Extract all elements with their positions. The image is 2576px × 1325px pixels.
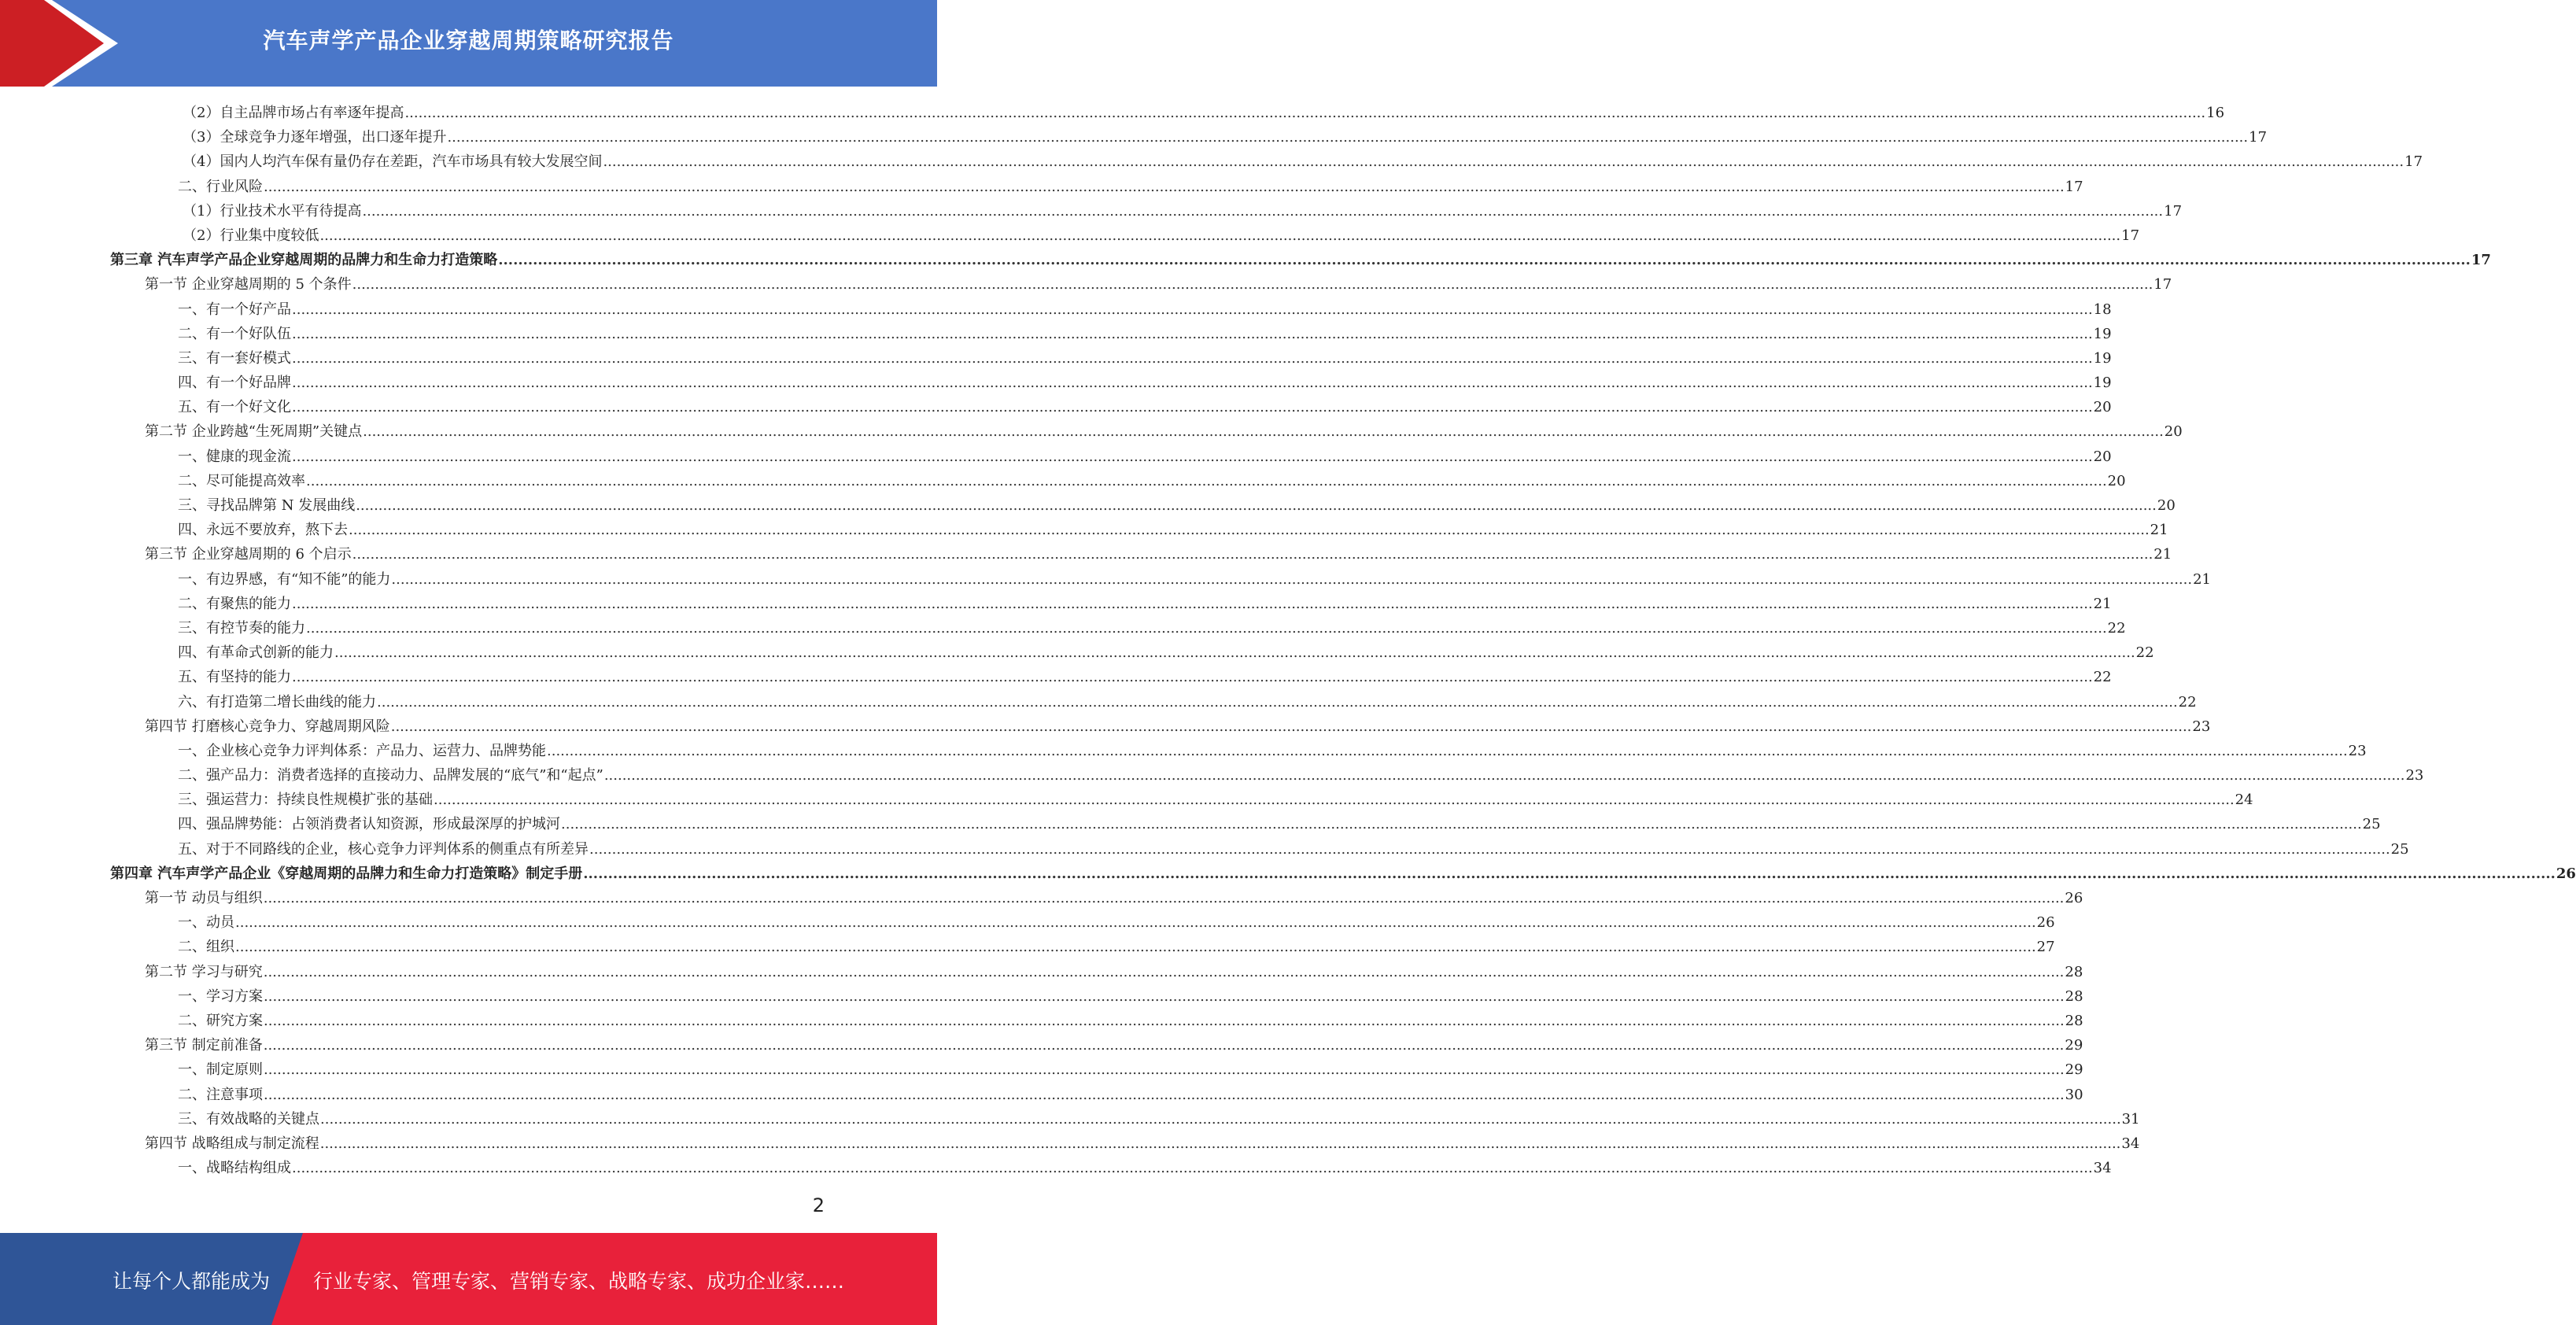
toc-page-number: 17 — [2249, 129, 2268, 146]
toc-page-number: 19 — [2093, 325, 2112, 342]
toc-entry-title: 一、健康的现金流 — [178, 448, 291, 465]
toc-page-number: 17 — [2164, 202, 2183, 220]
toc-page-number: 30 — [2065, 1086, 2083, 1103]
toc-dot-leader: ................................................................................................................................................................................................................................................................................................................................................................................................................ — [363, 423, 2164, 441]
footer-slogan-right: 行业专家、管理专家、营销专家、战略专家、成功企业家…… — [313, 1270, 845, 1293]
toc-item-entry[interactable] — [110, 395, 2112, 419]
toc-entry-title: 第四节 战略组成与制定流程 — [145, 1135, 319, 1152]
toc-entry-title: （1）行业技术水平有待提高 — [183, 202, 362, 220]
toc-item-entry[interactable] — [110, 223, 2140, 248]
toc-dot-leader: ................................................................................................................................................................................................................................................................................................................................................................................................................ — [292, 325, 2093, 342]
toc-page-number: 25 — [2362, 816, 2381, 833]
report-title: 汽车声学产品企业穿越周期策略研究报告 — [263, 28, 674, 54]
toc-item-entry[interactable] — [110, 984, 2083, 1009]
toc-item-entry[interactable] — [110, 837, 2409, 862]
toc-page-number: 20 — [2164, 423, 2183, 441]
toc-page-number: 18 — [2093, 301, 2112, 318]
toc-dot-leader: ................................................................................................................................................................................................................................................................................................................................................................................................................ — [292, 595, 2093, 612]
toc-entry-title: 第一节 企业穿越周期的 5 个条件 — [145, 276, 352, 293]
toc-page-number: 22 — [2107, 619, 2126, 637]
toc-entry-title: 二、尽可能提高效率 — [178, 472, 305, 489]
toc-section-entry[interactable] — [110, 272, 2172, 297]
toc-dot-leader: ................................................................................................................................................................................................................................................................................................................................................................................................................ — [235, 939, 2036, 956]
toc-dot-leader: ................................................................................................................................................................................................................................................................................................................................................................................................................ — [292, 669, 2093, 686]
toc-item-entry[interactable] — [110, 149, 2423, 174]
toc-item-entry[interactable] — [110, 322, 2112, 346]
toc-item-entry[interactable] — [110, 690, 2197, 714]
toc-dot-leader: ................................................................................................................................................................................................................................................................................................................................................................................................................ — [319, 227, 2121, 244]
toc-entry-title: 第一节 动员与组织 — [145, 890, 263, 906]
toc-dot-leader: ................................................................................................................................................................................................................................................................................................................................................................................................................ — [264, 1012, 2065, 1029]
toc-item-entry[interactable] — [110, 371, 2112, 395]
toc-entry-title: 一、战略结构组成 — [178, 1160, 291, 1177]
toc-item-entry[interactable] — [110, 616, 2126, 640]
toc-entry-title: 一、动员 — [178, 914, 234, 932]
toc-entry-title: 五、对于不同路线的企业，核心竞争力评判体系的侧重点有所差异 — [178, 840, 589, 858]
toc-section-entry[interactable] — [110, 1131, 2140, 1156]
toc-page-number: 20 — [2107, 472, 2126, 489]
toc-item-entry[interactable] — [110, 935, 2055, 959]
toc-dot-leader: ................................................................................................................................................................................................................................................................................................................................................................................................................ — [306, 472, 2107, 489]
toc-entry-title: 一、企业核心竞争力评判体系：产品力、运营力、品牌势能 — [178, 742, 546, 759]
toc-page-number: 21 — [2150, 522, 2168, 539]
toc-entry-title: 二、研究方案 — [178, 1012, 263, 1029]
toc-dot-leader: ................................................................................................................................................................................................................................................................................................................................................................................................................ — [447, 129, 2249, 146]
toc-entry-title: 二、有聚焦的能力 — [178, 595, 291, 612]
toc-item-entry[interactable] — [110, 1009, 2083, 1033]
toc-dot-leader: ................................................................................................................................................................................................................................................................................................................................................................................................................ — [356, 497, 2157, 514]
toc-item-entry[interactable] — [110, 567, 2211, 592]
toc-dot-leader: ................................................................................................................................................................................................................................................................................................................................................................................................................ — [306, 619, 2107, 637]
page-number: 2 — [812, 1194, 825, 1216]
toc-item-entry[interactable] — [110, 101, 2225, 125]
toc-page-number: 19 — [2093, 349, 2112, 367]
toc-section-entry[interactable] — [110, 1033, 2083, 1057]
toc-section-entry[interactable] — [110, 960, 2083, 984]
toc-dot-leader: ................................................................................................................................................................................................................................................................................................................................................................................................................ — [547, 742, 2348, 759]
toc-entry-title: 一、有边界感，有“知不能”的能力 — [178, 570, 391, 588]
toc-entry-title: 第四节 打磨核心竞争力、穿越周期风险 — [145, 718, 390, 735]
toc-dot-leader: ................................................................................................................................................................................................................................................................................................................................................................................................................ — [292, 399, 2093, 416]
toc-dot-leader: ................................................................................................................................................................................................................................................................................................................................................................................................................ — [264, 987, 2065, 1005]
toc-dot-leader: ................................................................................................................................................................................................................................................................................................................................................................................................................ — [391, 570, 2193, 588]
page-header — [0, 0, 937, 87]
toc-entry-title: 六、有打造第二增长曲线的能力 — [178, 693, 376, 710]
toc-entry-title: 第三节 企业穿越周期的 6 个启示 — [145, 546, 352, 563]
toc-dot-leader: ................................................................................................................................................................................................................................................................................................................................................................................................................ — [349, 522, 2150, 539]
toc-item-entry[interactable] — [110, 1107, 2140, 1131]
toc-item-entry[interactable] — [110, 125, 2268, 149]
toc-item-entry[interactable] — [110, 910, 2055, 935]
toc-dot-leader: ................................................................................................................................................................................................................................................................................................................................................................................................................ — [589, 840, 2390, 858]
toc-item-entry[interactable] — [110, 1057, 2083, 1082]
toc-section-entry[interactable] — [110, 886, 2083, 910]
toc-page-number: 21 — [2193, 570, 2211, 588]
toc-dot-leader: ................................................................................................................................................................................................................................................................................................................................................................................................................ — [498, 252, 2471, 269]
table-of-contents — [110, 101, 2576, 1180]
toc-dot-leader: ................................................................................................................................................................................................................................................................................................................................................................................................................ — [603, 767, 2405, 784]
toc-page-number: 17 — [2065, 178, 2083, 195]
toc-page-number: 28 — [2065, 987, 2083, 1005]
toc-entry-title: 二、强产品力：消费者选择的直接动力、品牌发展的“底气”和“起点” — [178, 767, 603, 784]
toc-entry-title: 第三章 汽车声学产品企业穿越周期的品牌力和生命力打造策略 — [110, 252, 498, 269]
toc-page-number: 20 — [2093, 448, 2112, 465]
toc-dot-leader: ................................................................................................................................................................................................................................................................................................................................................................................................................ — [320, 1110, 2121, 1128]
toc-page-number: 25 — [2390, 840, 2409, 858]
toc-page-number: 29 — [2065, 1061, 2083, 1079]
toc-entry-title: 四、永远不要放弃，熬下去 — [178, 522, 348, 539]
toc-item-entry[interactable] — [110, 297, 2112, 322]
toc-entry-title: 二、行业风险 — [178, 178, 263, 195]
toc-dot-leader: ................................................................................................................................................................................................................................................................................................................................................................................................................ — [390, 718, 2192, 735]
toc-item-entry[interactable] — [110, 640, 2154, 665]
toc-dot-leader: ................................................................................................................................................................................................................................................................................................................................................................................................................ — [603, 153, 2404, 171]
toc-entry-title: 五、有一个好文化 — [178, 399, 291, 416]
toc-entry-title: 第四章 汽车声学产品企业《穿越周期的品牌力和生命力打造策略》制定手册 — [110, 865, 583, 882]
toc-item-entry[interactable] — [110, 763, 2424, 788]
toc-item-entry[interactable] — [110, 739, 2367, 763]
toc-page-number: 20 — [2093, 399, 2112, 416]
toc-dot-leader: ................................................................................................................................................................................................................................................................................................................................................................................................................ — [434, 792, 2235, 809]
toc-page-number: 28 — [2065, 963, 2083, 980]
toc-dot-leader: ................................................................................................................................................................................................................................................................................................................................................................................................................ — [352, 546, 2153, 563]
toc-section-entry[interactable] — [110, 419, 2183, 444]
toc-entry-title: 五、有坚持的能力 — [178, 669, 291, 686]
toc-page-number: 22 — [2178, 693, 2197, 710]
toc-page-number: 26 — [2556, 865, 2576, 882]
toc-entry-title: 三、有一套好模式 — [178, 349, 291, 367]
toc-dot-leader: ................................................................................................................................................................................................................................................................................................................................................................................................................ — [264, 178, 2065, 195]
toc-entry-title: 四、有一个好品牌 — [178, 375, 291, 392]
toc-page-number: 34 — [2121, 1135, 2140, 1152]
toc-entry-title: 二、有一个好队伍 — [178, 325, 291, 342]
toc-item-entry[interactable] — [110, 1083, 2083, 1107]
toc-page-number: 23 — [2192, 718, 2211, 735]
toc-item-entry[interactable] — [110, 445, 2112, 469]
toc-entry-title: 二、注意事项 — [178, 1086, 263, 1103]
toc-dot-leader: ................................................................................................................................................................................................................................................................................................................................................................................................................ — [292, 375, 2093, 392]
toc-entry-title: 第二节 学习与研究 — [145, 963, 263, 980]
toc-page-number: 21 — [2153, 546, 2172, 563]
toc-entry-title: 一、制定原则 — [178, 1061, 263, 1079]
toc-page-number: 26 — [2065, 890, 2083, 906]
toc-page-number: 17 — [2121, 227, 2140, 244]
toc-dot-leader: ................................................................................................................................................................................................................................................................................................................................................................................................................ — [362, 202, 2164, 220]
toc-entry-title: （2）自主品牌市场占有率逐年提高 — [183, 105, 404, 121]
toc-item-entry[interactable] — [110, 812, 2381, 836]
toc-dot-leader: ................................................................................................................................................................................................................................................................................................................................................................................................................ — [263, 1037, 2065, 1054]
toc-entry-title: （4）国内人均汽车保有量仍存在差距，汽车市场具有较大发展空间 — [183, 153, 603, 171]
toc-dot-leader: ................................................................................................................................................................................................................................................................................................................................................................................................................ — [235, 914, 2036, 932]
toc-page-number: 23 — [2348, 742, 2367, 759]
toc-section-entry[interactable] — [110, 714, 2211, 739]
toc-entry-title: 四、强品牌势能：占领消费者认知资源，形成最深厚的护城河 — [178, 816, 560, 833]
toc-page-number: 19 — [2093, 375, 2112, 392]
toc-item-entry[interactable] — [110, 592, 2112, 616]
toc-dot-leader: ................................................................................................................................................................................................................................................................................................................................................................................................................ — [292, 1160, 2093, 1177]
toc-page-number: 22 — [2093, 669, 2112, 686]
toc-dot-leader: ................................................................................................................................................................................................................................................................................................................................................................................................................ — [404, 105, 2206, 121]
toc-item-entry[interactable] — [110, 493, 2176, 518]
page-footer — [0, 1233, 937, 1325]
toc-page-number: 34 — [2093, 1160, 2112, 1177]
toc-item-entry[interactable] — [110, 788, 2253, 812]
toc-dot-leader: ................................................................................................................................................................................................................................................................................................................................................................................................................ — [264, 1086, 2065, 1103]
toc-page-number: 26 — [2036, 914, 2055, 932]
toc-item-entry[interactable] — [110, 175, 2083, 199]
toc-page-number: 28 — [2065, 1012, 2083, 1029]
toc-item-entry[interactable] — [110, 469, 2126, 493]
toc-page-number: 24 — [2235, 792, 2253, 809]
toc-entry-title: 第二节 企业跨越“生死周期”关键点 — [145, 423, 363, 441]
toc-item-entry[interactable] — [110, 346, 2112, 371]
toc-dot-leader: ................................................................................................................................................................................................................................................................................................................................................................................................................ — [292, 349, 2093, 367]
toc-dot-leader: ................................................................................................................................................................................................................................................................................................................................................................................................................ — [583, 865, 2556, 882]
toc-entry-title: 三、有控节奏的能力 — [178, 619, 305, 637]
toc-dot-leader: ................................................................................................................................................................................................................................................................................................................................................................................................................ — [319, 1135, 2121, 1152]
toc-dot-leader: ................................................................................................................................................................................................................................................................................................................................................................................................................ — [263, 890, 2065, 906]
toc-page-number: 23 — [2405, 767, 2424, 784]
toc-page-number: 17 — [2153, 276, 2172, 293]
toc-entry-title: （3）全球竞争力逐年增强，出口逐年提升 — [183, 129, 447, 146]
toc-item-entry[interactable] — [110, 1156, 2112, 1180]
footer-slogan-left: 让每个人都能成为 — [113, 1270, 271, 1293]
toc-entry-title: （2）行业集中度较低 — [183, 227, 319, 244]
toc-dot-leader: ................................................................................................................................................................................................................................................................................................................................................................................................................ — [264, 1061, 2065, 1079]
toc-dot-leader: ................................................................................................................................................................................................................................................................................................................................................................................................................ — [292, 448, 2093, 465]
toc-page-number: 27 — [2036, 939, 2055, 956]
toc-entry-title: 一、有一个好产品 — [178, 301, 291, 318]
toc-dot-leader: ................................................................................................................................................................................................................................................................................................................................................................................................................ — [263, 963, 2065, 980]
toc-page-number: 31 — [2121, 1110, 2140, 1128]
toc-entry-title: 三、寻找品牌第 N 发展曲线 — [178, 497, 356, 514]
toc-entry-title: 四、有革命式创新的能力 — [178, 644, 334, 662]
toc-dot-leader: ................................................................................................................................................................................................................................................................................................................................................................................................................ — [352, 276, 2153, 293]
toc-entry-title: 一、学习方案 — [178, 987, 263, 1005]
toc-item-entry[interactable] — [110, 665, 2112, 689]
toc-item-entry[interactable] — [110, 199, 2183, 223]
toc-page-number: 17 — [2471, 252, 2491, 269]
toc-page-number: 22 — [2135, 644, 2154, 662]
toc-item-entry[interactable] — [110, 518, 2168, 542]
toc-section-entry[interactable] — [110, 542, 2172, 567]
toc-page-number: 16 — [2206, 105, 2225, 121]
toc-page-number: 29 — [2065, 1037, 2083, 1054]
toc-chapter-entry[interactable] — [110, 862, 2576, 886]
toc-entry-title: 三、有效战略的关键点 — [178, 1110, 319, 1128]
toc-page-number: 17 — [2404, 153, 2423, 171]
toc-dot-leader: ................................................................................................................................................................................................................................................................................................................................................................................................................ — [334, 644, 2135, 662]
toc-page-number: 21 — [2093, 595, 2112, 612]
toc-dot-leader: ................................................................................................................................................................................................................................................................................................................................................................................................................ — [377, 693, 2178, 710]
toc-page-number: 20 — [2157, 497, 2176, 514]
toc-chapter-entry[interactable] — [110, 248, 2491, 272]
toc-dot-leader: ................................................................................................................................................................................................................................................................................................................................................................................................................ — [561, 816, 2362, 833]
toc-dot-leader: ................................................................................................................................................................................................................................................................................................................................................................................................................ — [292, 301, 2093, 318]
toc-entry-title: 三、强运营力：持续良性规模扩张的基础 — [178, 792, 433, 809]
toc-entry-title: 第三节 制定前准备 — [145, 1037, 263, 1054]
toc-entry-title: 二、组织 — [178, 939, 234, 956]
